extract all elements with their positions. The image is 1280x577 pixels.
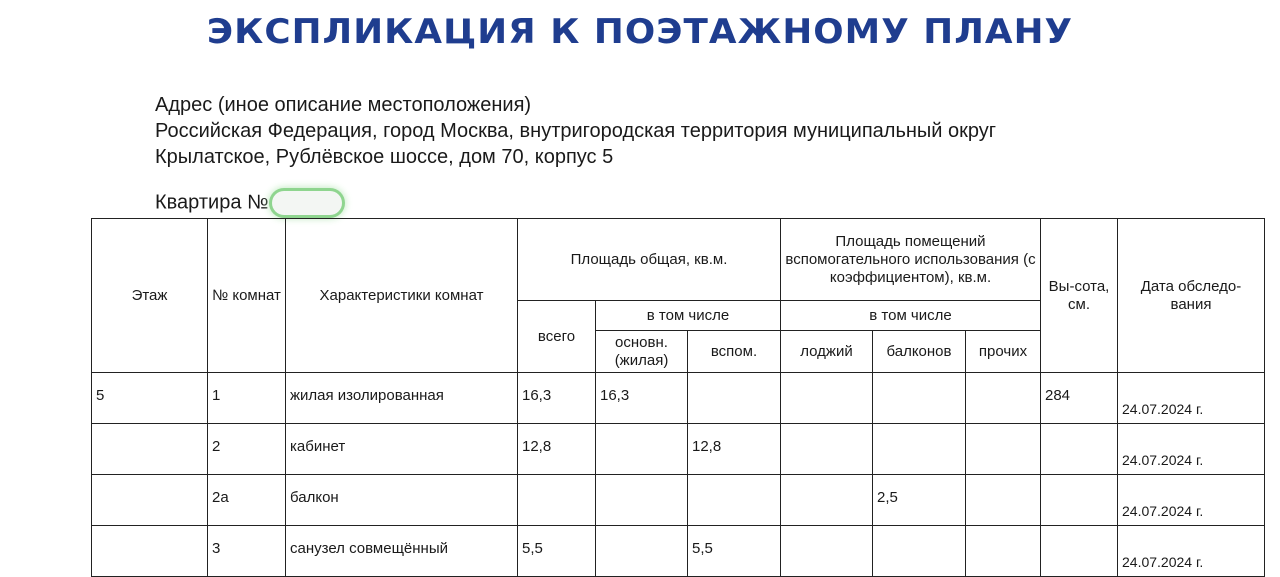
header-floor: Этаж [92, 219, 208, 373]
cell-other [966, 424, 1041, 475]
table-row [92, 373, 1265, 424]
header-auxiliary: вспом. [688, 331, 781, 373]
cell-floor [92, 526, 208, 577]
cell-aux [688, 475, 781, 526]
apartment-line [155, 191, 342, 215]
header-loggias: лоджий [781, 331, 873, 373]
cell-height [1041, 424, 1118, 475]
cell-desc: жилая изолированная [286, 373, 518, 424]
cell-loggia [781, 373, 873, 424]
header-main-living: основн. (жилая) [596, 331, 688, 373]
cell-loggia [781, 424, 873, 475]
explication-table [91, 218, 1265, 577]
cell-room: 2а [208, 475, 286, 526]
cell-aux: 12,8 [688, 424, 781, 475]
cell-other [966, 526, 1041, 577]
cell-other [966, 373, 1041, 424]
address-line-2: Крылатское, Рублёвское шоссе, дом 70, корпус 5 [155, 146, 614, 168]
cell-main [596, 475, 688, 526]
header-aux-area: Площадь помещений вспомогательного использования (с коэффициентом), кв.м. [781, 219, 1041, 301]
cell-balcony: 2,5 [873, 475, 966, 526]
header-total: всего [518, 301, 596, 373]
cell-loggia [781, 475, 873, 526]
address-label: Адрес (иное описание местоположения) [155, 94, 532, 116]
apartment-label: Квартира № [155, 191, 269, 214]
address-block [155, 92, 996, 170]
cell-aux [688, 373, 781, 424]
address-line-1: Российская Федерация, город Москва, внутригородская территория муниципальный округ [155, 120, 997, 142]
cell-main [596, 526, 688, 577]
cell-total: 16,3 [518, 373, 596, 424]
cell-date: 24.07.2024 г. [1118, 526, 1265, 577]
header-characteristics: Характеристики комнат [286, 219, 518, 373]
cell-floor [92, 475, 208, 526]
cell-total: 5,5 [518, 526, 596, 577]
cell-desc: балкон [286, 475, 518, 526]
header-room-number: № комнат [208, 219, 286, 373]
cell-main [596, 424, 688, 475]
cell-loggia [781, 526, 873, 577]
page-title: ЭКСПЛИКАЦИЯ К ПОЭТАЖНОМУ ПЛАНУ [206, 12, 1074, 52]
cell-floor: 5 [92, 373, 208, 424]
cell-height: 284 [1041, 373, 1118, 424]
cell-date: 24.07.2024 г. [1118, 373, 1265, 424]
cell-date: 24.07.2024 г. [1118, 475, 1265, 526]
cell-height [1041, 475, 1118, 526]
table-row [92, 526, 1265, 577]
cell-desc: кабинет [286, 424, 518, 475]
cell-aux: 5,5 [688, 526, 781, 577]
cell-room: 3 [208, 526, 286, 577]
cell-total [518, 475, 596, 526]
header-other: прочих [966, 331, 1041, 373]
table-row [92, 475, 1265, 526]
cell-height [1041, 526, 1118, 577]
cell-total: 12,8 [518, 424, 596, 475]
header-balconies: балконов [873, 331, 966, 373]
cell-desc: санузел совмещённый [286, 526, 518, 577]
header-height: Вы-сота, см. [1041, 219, 1118, 373]
header-area-total: Площадь общая, кв.м. [518, 219, 781, 301]
cell-floor [92, 424, 208, 475]
cell-room: 2 [208, 424, 286, 475]
cell-balcony [873, 424, 966, 475]
cell-date: 24.07.2024 г. [1118, 424, 1265, 475]
header-survey-date: Дата обследо-вания [1118, 219, 1265, 373]
cell-balcony [873, 526, 966, 577]
cell-other [966, 475, 1041, 526]
cell-balcony [873, 373, 966, 424]
table-row [92, 424, 1265, 475]
header-including: в том числе [596, 301, 781, 331]
redacted-apartment-number [272, 191, 342, 215]
cell-room: 1 [208, 373, 286, 424]
header-including-aux: в том числе [781, 301, 1041, 331]
cell-main: 16,3 [596, 373, 688, 424]
